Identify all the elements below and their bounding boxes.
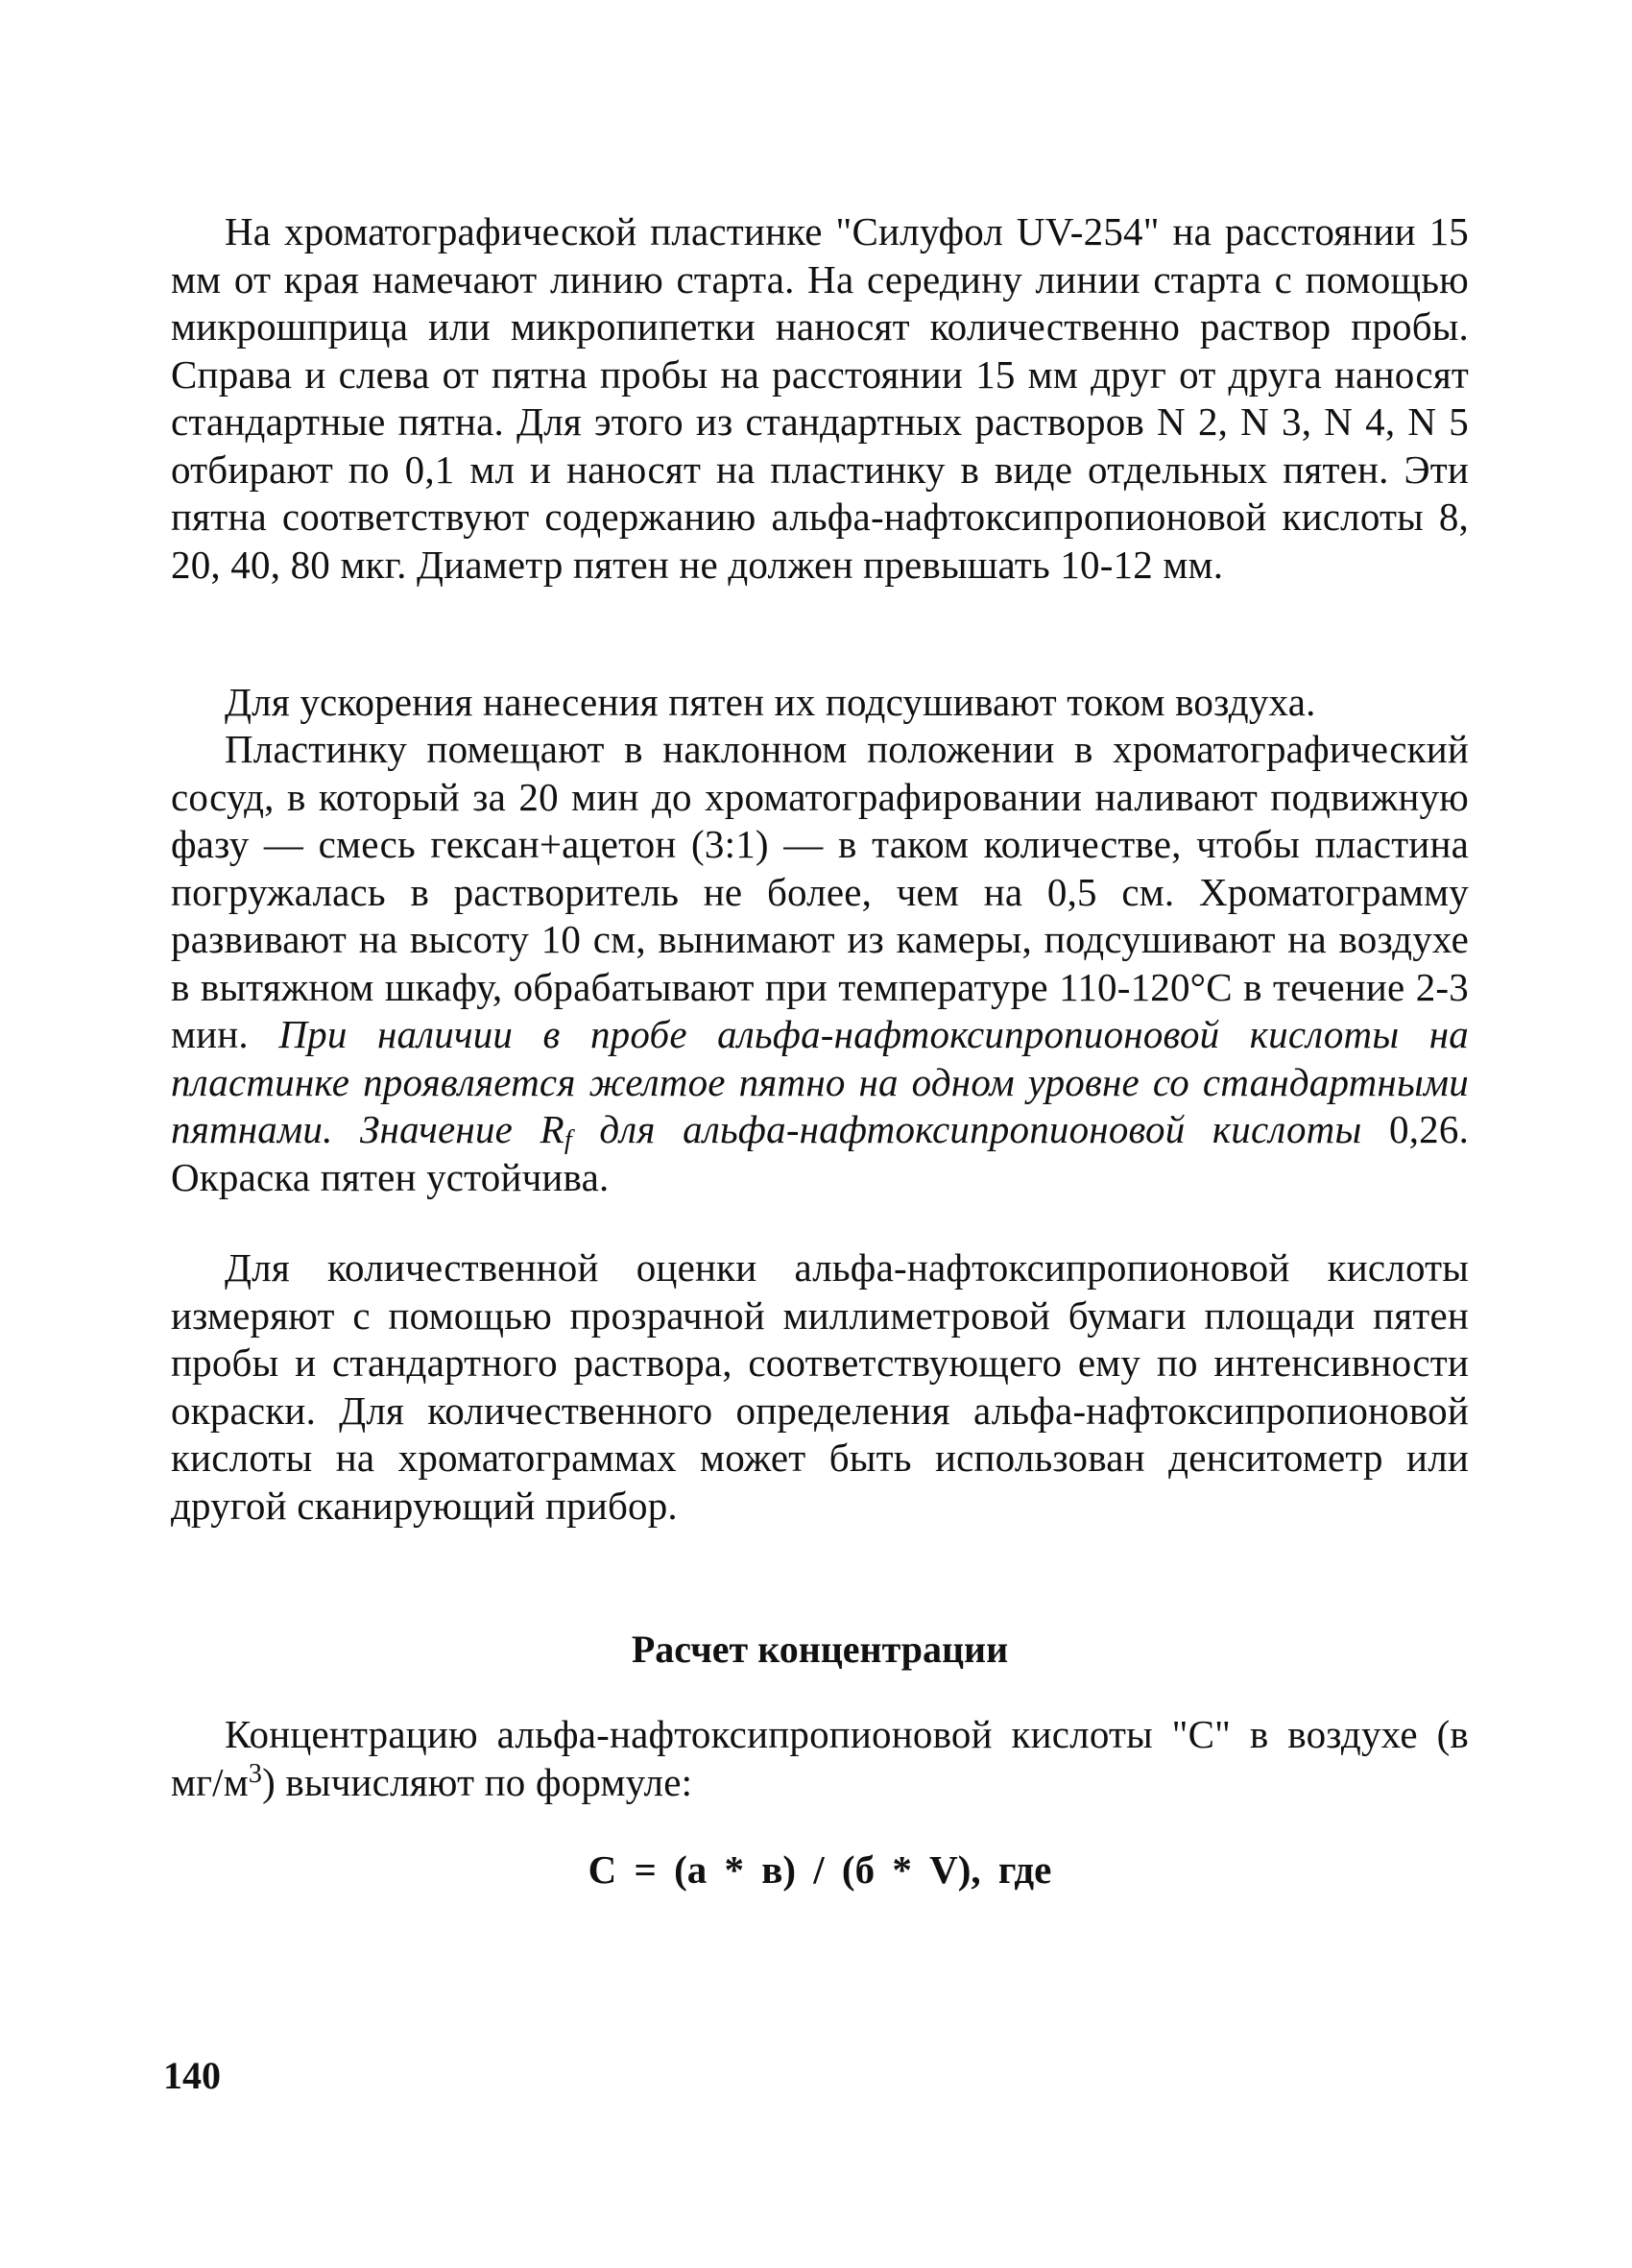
paragraph-quantitative [171,1244,1469,1530]
concentration-formula: С = (а * в) / (б * V), где [588,1847,1052,1892]
paragraph-drying [171,679,1469,727]
paragraph-development [171,726,1469,1201]
section-heading: Расчет концентрации [631,1628,1009,1671]
calc-text-after: ) вычисляют по формуле: [262,1759,693,1804]
paragraph-text-main: Пластинку помещают в наклонном положении в хроматографический сосуд, в который за 20 мин до хроматографировании наливают подвижную фазу — смесь гексан+ацетон (3:1) — в таком количестве, чтобы пластина погружалась в растворитель не более, чем на 0,5 см. Хроматограмму развивают на высоту 10 см, вынимают из камеры, подсушивают на воздухе в вытяжном шкафу, обрабатывают при температуре 110-120°С в течение 2-3 мин. [171,727,1469,1056]
paragraph-text: На хроматографической пластинке "Силуфол UV-254" на расстоянии 15 мм от края намечают линию старта. На середину линии старта с помощью микрошприца или микропипетки наносят количественно раствор пробы. Справа и слева от пятна пробы на расстоянии 15 мм друг от друга наносят стандартные пятна. Для этого из стандартных растворов N 2, N 3, N 4, N 5 отбирают по 0,1 мл и наносят на пластинку в виде отдельных пятен. Эти пятна соответствуют содержанию альфа-нафтоксипропионовой кислоты 8, 20, 40, 80 мкг. Диаметр пятен не должен превышать 10-12 мм. [171,209,1469,587]
rf-subscript: f [564,1125,572,1155]
paragraph-chromatography-plate [171,208,1469,589]
page-number: 140 [163,2054,221,2097]
paragraph-text-italic-tail: для альфа-нафтоксипропионовой кислоты [599,1107,1362,1151]
paragraph-text-end: 0,26. Окраска пятен устойчива. [171,1107,1470,1199]
paragraph-calculation [171,1711,1469,1806]
paragraph-text [171,726,1469,1201]
unit-superscript: 3 [248,1758,263,1789]
calc-text-before: Концентрацию альфа-нафтоксипропионовой кислоты "С" в воздухе (в мг/м [171,1712,1469,1804]
paragraph-text-italic: При наличии в пробе альфа-нафтоксипропионовой кислоты на пластинке проявляется желтое пятно на одном уровне со стандартными пятнами. Значение R [171,1012,1469,1151]
paragraph-text: Для ускорения нанесения пятен их подсушивают током воздуха. [225,680,1316,724]
paragraph-text [171,1711,1469,1806]
paragraph-text: Для количественной оценки альфа-нафтоксипропионовой кислоты измеряют с помощью прозрачной миллиметровой бумаги площади пятен пробы и стандартного раствора, соответствующего ему по интенсивности окраски. Для количественного определения альфа-нафтоксипропионовой кислоты на хроматограммах может быть использован денситометр или другой сканирующий прибор. [171,1245,1469,1528]
